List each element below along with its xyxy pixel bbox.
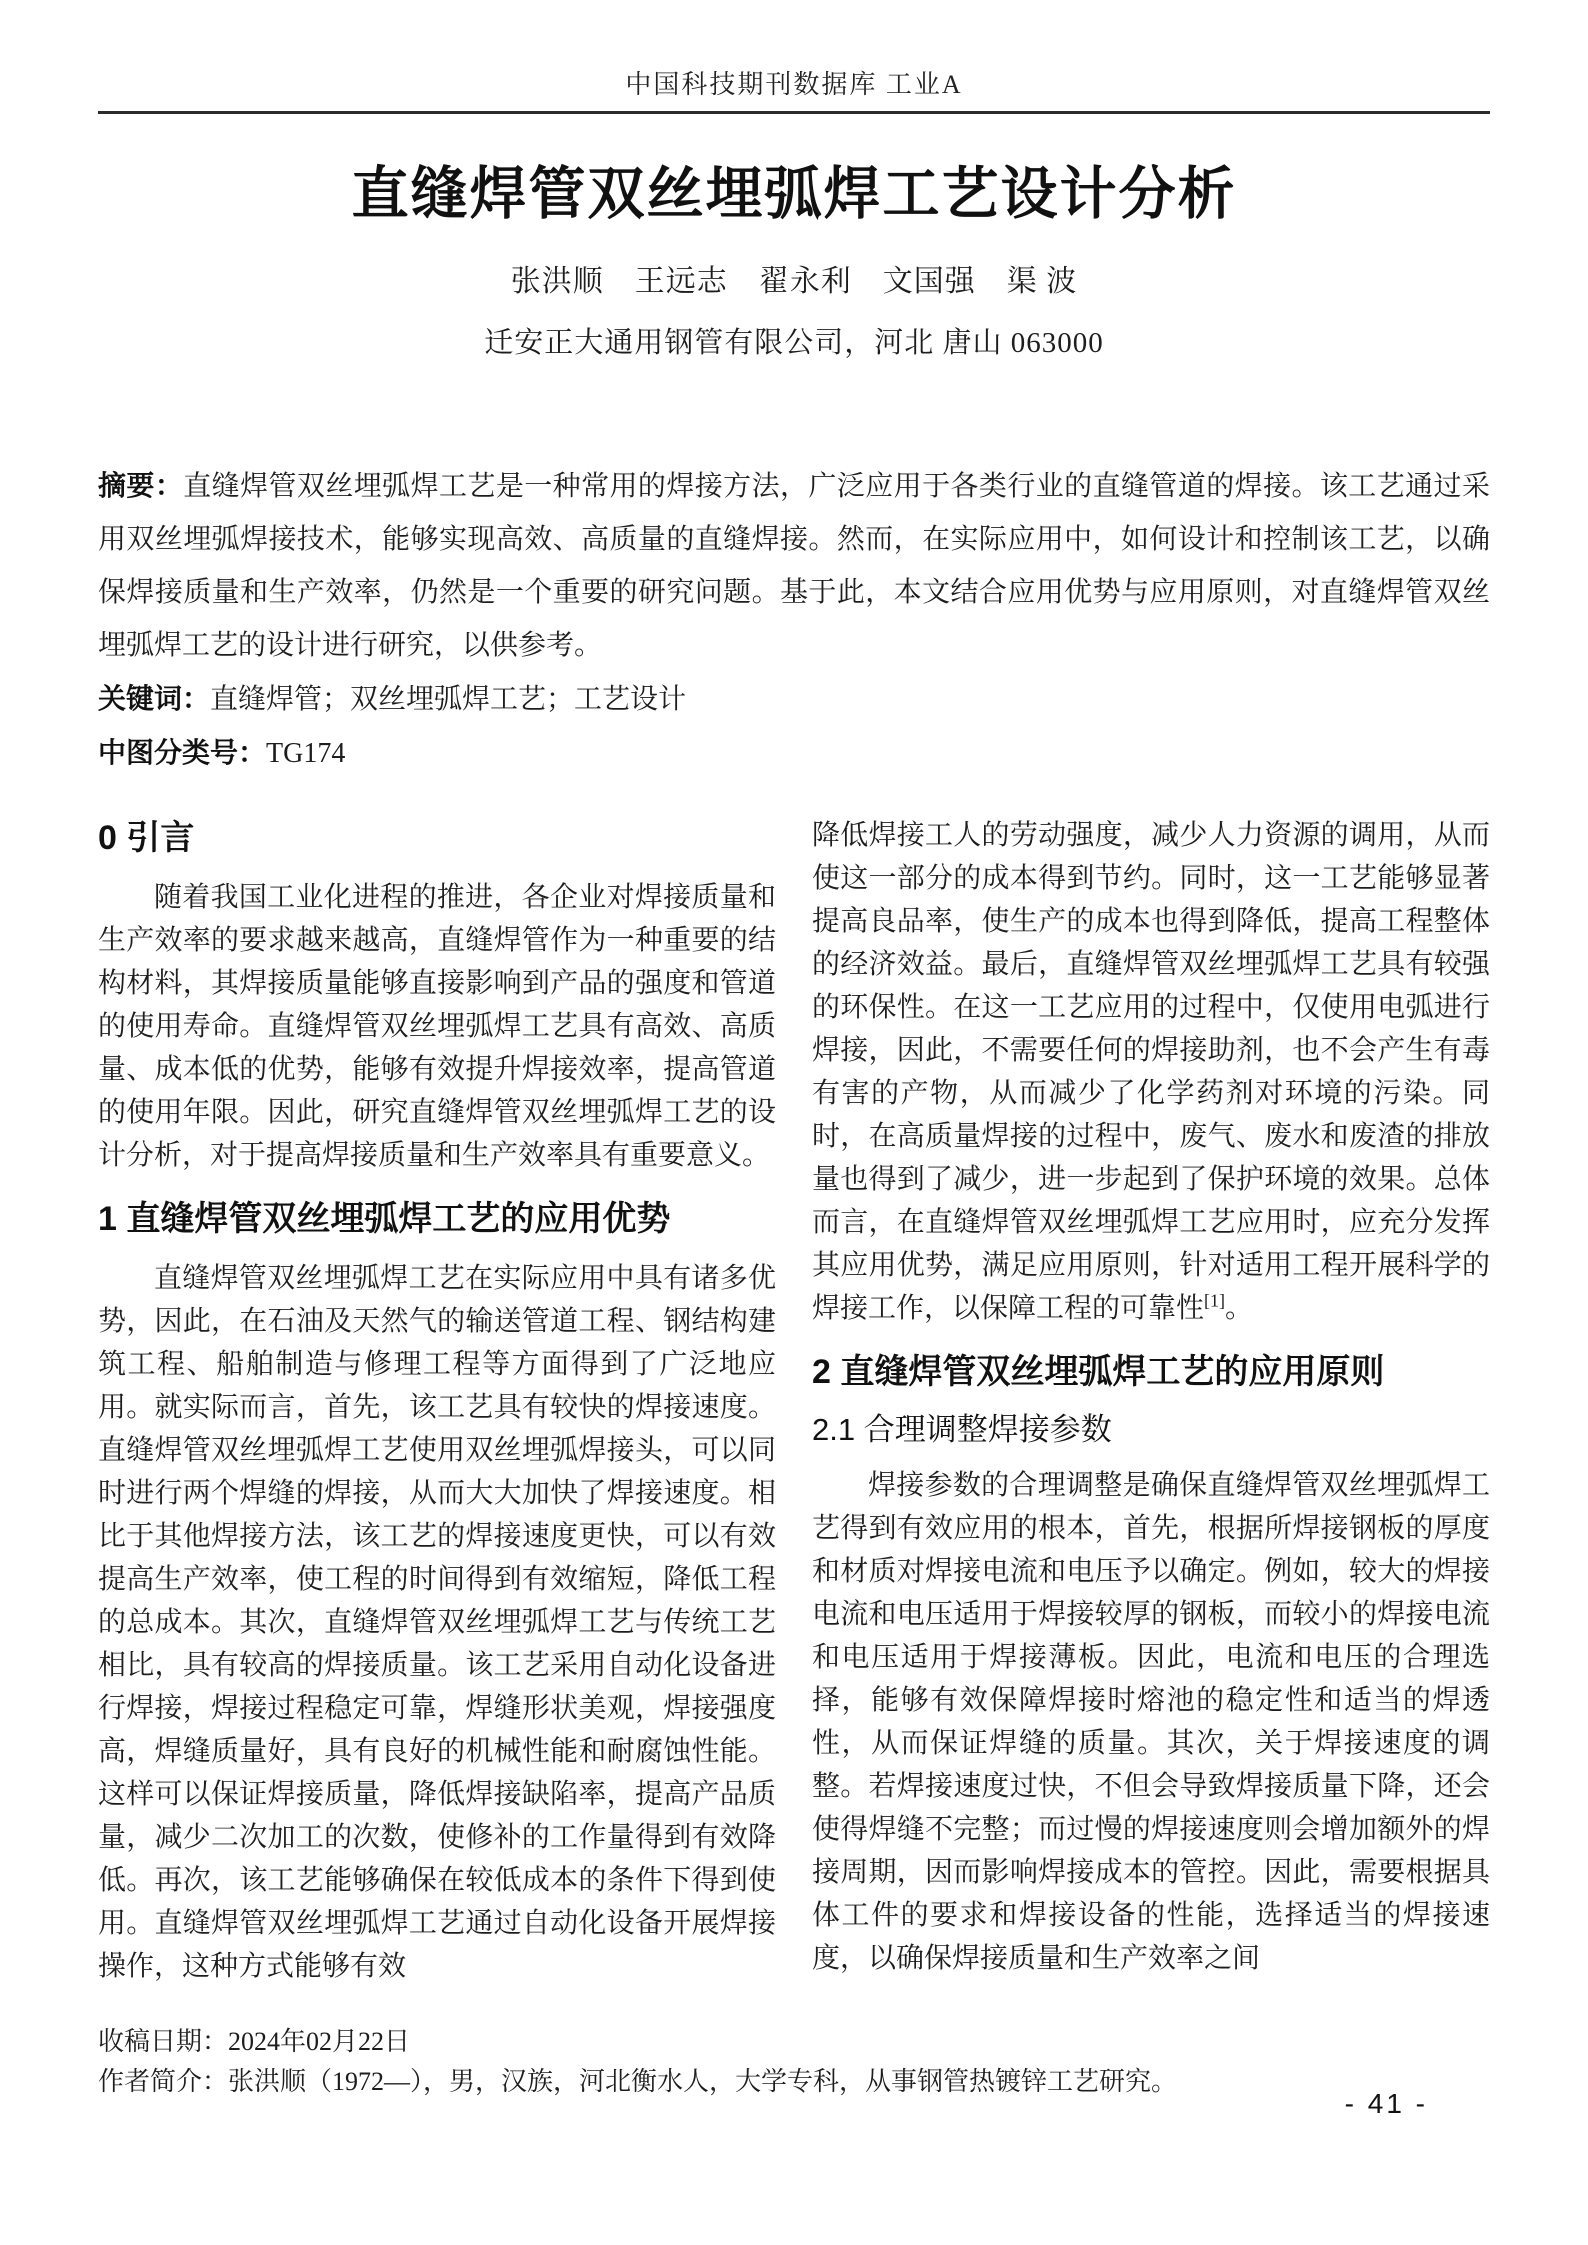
author-bio-line	[98, 2062, 1490, 2102]
abstract-label: 摘要：	[98, 470, 184, 501]
received-date-line	[98, 2022, 1490, 2062]
footnote-block	[98, 2022, 1490, 2102]
section-0-paragraph: 随着我国工业化进程的推进，各企业对焊接质量和生产效率的要求越来越高，直缝焊管作为一种重要的结构材料，其焊接质量能够直接影响到产品的强度和管道的使用寿命。直缝焊管双丝埋弧焊工艺具有高效、高质量、成本低的优势，能够有效提升焊接效率，提高管道的使用年限。因此，研究直缝焊管双丝埋弧焊工艺的设计分析，对于提高焊接质量和生产效率具有重要意义。	[98, 882, 776, 1171]
two-column-body	[98, 814, 1490, 2014]
received-date-label: 收稿日期：	[98, 2027, 229, 2056]
affiliation-line: 迁安正大通用钢管有限公司，河北 唐山 063000	[484, 327, 1104, 359]
section-1-paragraph-right	[812, 814, 1490, 1330]
received-date-value: 2024年02月22日	[228, 2027, 411, 2056]
keywords-text: 直缝焊管；双丝埋弧焊工艺；工艺设计	[210, 684, 687, 715]
right-column	[812, 814, 1490, 2014]
section-2-heading: 2 直缝焊管双丝埋弧焊工艺的应用原则	[812, 1353, 1385, 1391]
section-1-paragraph-right-text: 降低焊接工人的劳动强度，减少人力资源的调用，从而使这一部分的成本得到节约。同时，这一工艺能够显著提高良品率，使生产的成本也得到降低，提高工程整体的经济效益。最后，直缝焊管双丝埋弧焊工艺具有较强的环保性。在这一工艺应用的过程中，仅使用电弧进行焊接，因此，不需要任何的焊接助剂，也不会产生有毒有害的产物，从而减少了化学药剂对环境的污染。同时，在高质量焊接的过程中，废气、废水和废渣的排放量也得到了减少，进一步起到了保护环境的效果。总体而言，在直缝焊管双丝埋弧焊工艺应用时，应充分发挥其应用优势，满足应用原则，针对适用工程开展科学的焊接工作，以保障工程的可靠性	[812, 820, 1490, 1324]
section-2-1-paragraph: 焊接参数的合理调整是确保直缝焊管双丝埋弧焊工艺得到有效应用的根本，首先，根据所焊接钢板的厚度和材质对焊接电流和电压予以确定。例如，较大的焊接电流和电压适用于焊接较厚的钢板，而较小的焊接电流和电压适用于焊接薄板。因此，电流和电压的合理选择，能够有效保障焊接时熔池的稳定性和适当的焊透性，从而保证焊缝的质量。其次，关于焊接速度的调整。若焊接速度过快，不但会导致焊接质量下降，还会使得焊缝不完整；而过慢的焊接速度则会增加额外的焊接周期，因而影响焊接成本的管控。因此，需要根据具体工件的要求和焊接设备的性能，选择适当的焊接速度，以确保焊接质量和生产效率之间	[812, 1470, 1490, 1974]
abstract-paragraph	[98, 459, 1490, 672]
page-number: - 41 -	[1344, 2088, 1428, 2119]
section-1-paragraph-right-end: 。	[1225, 1293, 1254, 1324]
section-0-heading: 0 引言	[98, 819, 195, 857]
section-1-paragraph-left: 直缝焊管双丝埋弧焊工艺在实际应用中具有诸多优势，因此，在石油及天然气的输送管道工程、钢结构建筑工程、船舶制造与修理工程等方面得到了广泛地应用。就实际而言，首先，该工艺具有较快的焊接速度。直缝焊管双丝埋弧焊工艺使用双丝埋弧焊接头，可以同时进行两个焊缝的焊接，从而大大加快了焊接速度。相比于其他焊接方法，该工艺的焊接速度更快，可以有效提高生产效率，使工程的时间得到有效缩短，降低工程的总成本。其次，直缝焊管双丝埋弧焊工艺与传统工艺相比，具有较高的焊接质量。该工艺采用自动化设备进行焊接，焊接过程稳定可靠，焊缝形状美观，焊接强度高，焊缝质量好，具有良好的机械性能和耐腐蚀性能。这样可以保证焊接质量，降低焊接缺陷率，提高产品质量，减少二次加工的次数，使修补的工作量得到有效降低。再次，该工艺能够确保在较低成本的条件下得到使用。直缝焊管双丝埋弧焊工艺通过自动化设备开展焊接操作，这种方式能够有效	[98, 1263, 776, 1982]
journal-header: 中国科技期刊数据库 工业A	[625, 70, 963, 99]
left-column	[98, 814, 776, 2014]
author-bio-label: 作者简介：	[98, 2067, 229, 2096]
paper-title: 直缝焊管双丝埋弧焊工艺设计分析	[351, 162, 1237, 226]
reference-marker: [1]	[1204, 1290, 1226, 1311]
section-2-1-subheading: 2.1 合理调整焊接参数	[812, 1412, 1112, 1447]
author-bio-value: 张洪顺（1972—），男，汉族，河北衡水人，大学专科，从事钢管热镀锌工艺研究。	[228, 2067, 1178, 2096]
abstract-text: 直缝焊管双丝埋弧焊工艺是一种常用的焊接方法，广泛应用于各类行业的直缝管道的焊接。该工艺通过采用双丝埋弧焊接技术，能够实现高效、高质量的直缝焊接。然而，在实际应用中，如何设计和控制该工艺，以确保焊接质量和生产效率，仍然是一个重要的研究问题。基于此，本文结合应用优势与应用原则，对直缝焊管双丝埋弧焊工艺的设计进行研究，以供参考。	[98, 471, 1490, 661]
clc-label: 中图分类号：	[98, 737, 267, 768]
authors-line: 张洪顺 王远志 翟永利 文国强 渠 波	[510, 265, 1078, 298]
keywords-label: 关键词：	[98, 683, 211, 714]
keywords-line	[98, 672, 1490, 726]
section-1-heading: 1 直缝焊管双丝埋弧焊工艺的应用优势	[98, 1200, 671, 1238]
clc-line	[98, 726, 1490, 780]
clc-value: TG174	[266, 738, 346, 769]
abstract-block	[98, 459, 1490, 780]
header-rule	[98, 111, 1490, 114]
